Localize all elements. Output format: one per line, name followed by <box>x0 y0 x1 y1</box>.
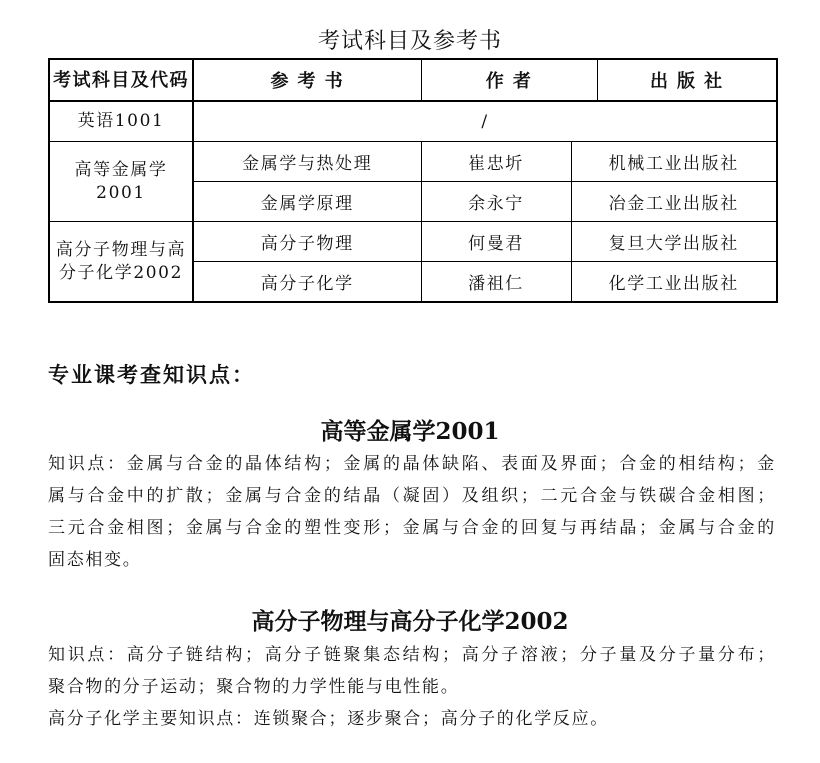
paragraph-line: 三元合金相图；金属与合金的塑性变形；金属与合金的回复与再结晶；金属与合金的 <box>48 518 776 538</box>
paragraph-line: 高分子化学主要知识点：连锁聚合；逐步聚合；高分子的化学反应。 <box>48 709 609 729</box>
paragraph-line: 聚合物的分子运动；聚合物的力学性能与电性能。 <box>48 677 460 697</box>
section-paragraph <box>48 639 776 735</box>
book-author: 余永宁 <box>421 182 571 222</box>
book-title: 高分子化学 <box>193 262 421 303</box>
section-paragraph <box>48 448 776 576</box>
book-publisher: 机械工业出版社 <box>571 142 777 182</box>
paragraph-line: 属与合金中的扩散；金属与合金的结晶（凝固）及组织；二元合金与铁碳合金相图； <box>48 486 776 506</box>
book-publisher: 冶金工业出版社 <box>571 182 777 222</box>
subject-name: 高等金属学 <box>74 159 168 180</box>
knowledge-heading: 专业课考查知识点： <box>48 362 255 387</box>
paragraph-line: 固态相变。 <box>48 550 142 570</box>
table-header-row <box>49 59 777 101</box>
subject-name-continued: 分子化学2002 <box>58 262 184 283</box>
reference-books-table <box>48 58 778 303</box>
paragraph-line: 知识点：高分子链结构；高分子链聚集态结构；高分子溶液；分子量及分子量分布； <box>48 645 776 665</box>
book-title: 金属学与热处理 <box>193 142 421 182</box>
book-title: 金属学原理 <box>193 182 421 222</box>
subject-cell <box>49 101 193 142</box>
book-title: 高分子物理 <box>193 222 421 262</box>
subject-code: 2001 <box>96 182 146 203</box>
subject-cell <box>49 222 193 303</box>
book-author: 崔忠圻 <box>421 142 571 182</box>
subject-name: 高分子物理与高 <box>55 239 187 260</box>
section-title: 高等金属学2001 <box>320 418 500 445</box>
header-author: 作 者 <box>421 59 597 101</box>
no-book-cell: / <box>193 101 777 142</box>
table-row <box>49 142 777 182</box>
header-publisher: 出 版 社 <box>597 59 777 101</box>
table-row <box>49 222 777 262</box>
paragraph-line: 知识点：金属与合金的晶体结构；金属的晶体缺陷、表面及界面；合金的相结构；金 <box>48 454 776 474</box>
header-book: 参 考 书 <box>193 59 421 101</box>
book-publisher: 化学工业出版社 <box>571 262 777 303</box>
header-subject: 考试科目及代码 <box>49 59 193 101</box>
book-author: 潘祖仁 <box>421 262 571 303</box>
section-title: 高分子物理与高分子化学2002 <box>251 608 569 635</box>
table-row <box>49 101 777 142</box>
book-publisher: 复旦大学出版社 <box>571 222 777 262</box>
document-title: 考试科目及参考书 <box>317 29 502 54</box>
subject-name: 英语1001 <box>77 111 165 131</box>
subject-cell <box>49 142 193 222</box>
book-author: 何曼君 <box>421 222 571 262</box>
